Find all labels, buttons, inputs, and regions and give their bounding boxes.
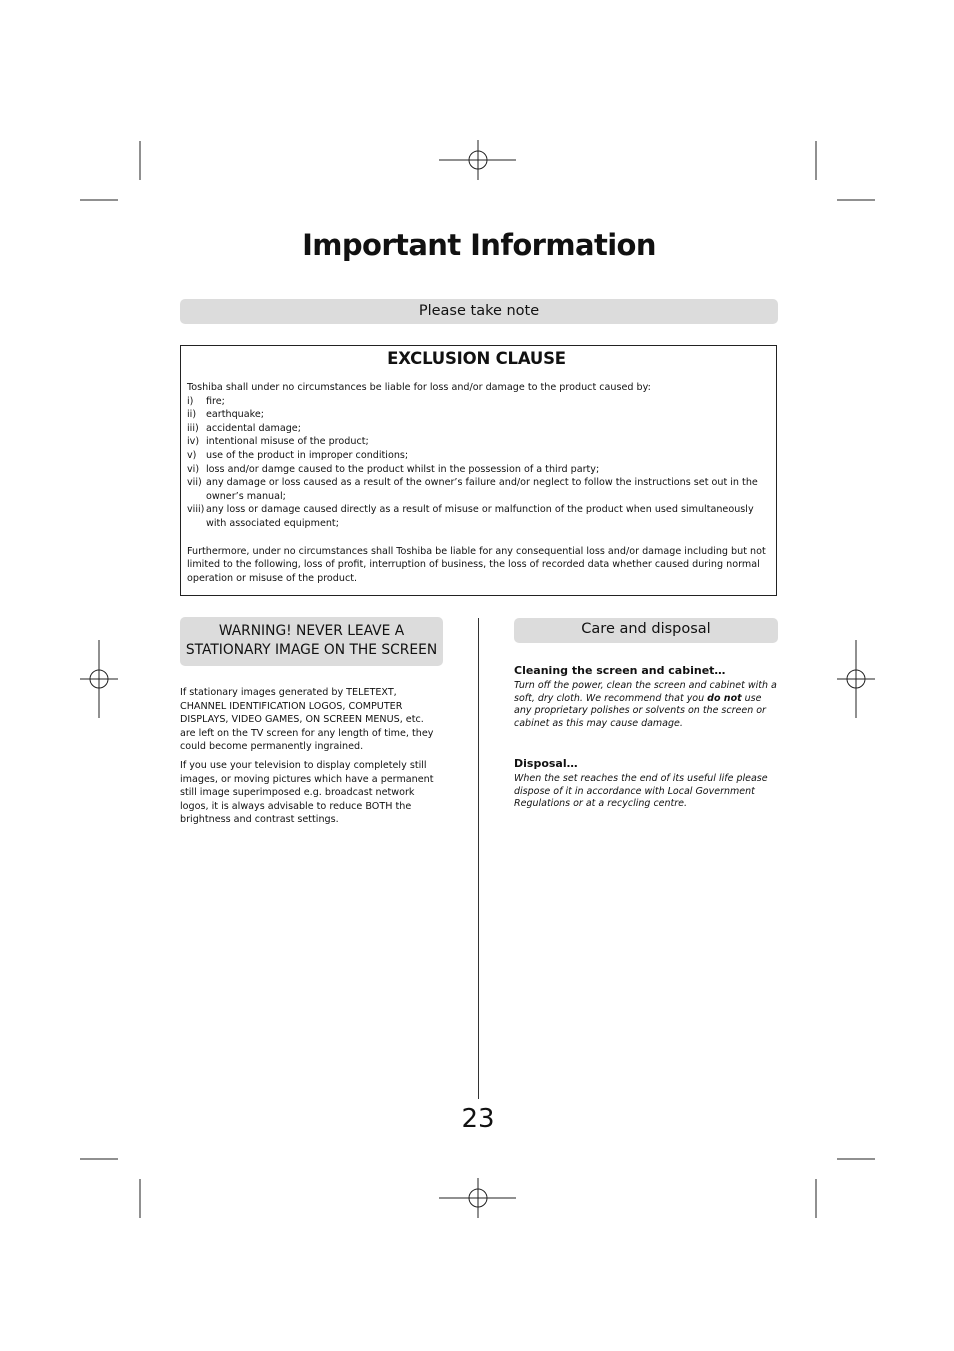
registration-target-right	[837, 640, 875, 718]
exclusion-item-text: accidental damage;	[206, 422, 301, 434]
cleaning-heading: Cleaning the screen and cabinet…	[514, 664, 726, 677]
cleaning-text	[514, 680, 778, 730]
exclusion-clause-box	[180, 345, 777, 596]
warning-heading-line-1: WARNING! NEVER LEAVE A	[218, 623, 405, 639]
exclusion-intro: Toshiba shall under no circumstances be liable for loss and/or damage to the product caused by:	[187, 382, 651, 393]
exclusion-item	[187, 435, 766, 449]
cleaning-section	[514, 664, 778, 730]
registration-target-left	[80, 640, 118, 718]
exclusion-item-number: vi)	[187, 463, 200, 475]
exclusion-item-number: i)	[187, 395, 194, 407]
exclusion-item-number: iii)	[187, 422, 199, 434]
column-divider	[478, 618, 479, 1099]
exclusion-item-number: iv)	[187, 436, 200, 448]
please-take-note-bar: Please take note	[180, 299, 778, 324]
warning-paragraph-1: If stationary images generated by TELETEXT, CHANNEL IDENTIFICATION LOGOS, COMPUTER DISPLAYS, VIDEO GAMES, ON SCREEN MENUS, etc. are left on the TV screen for any length of time, they could become permanently ingrained.	[180, 687, 434, 753]
crop-mark-bottom-right	[816, 1159, 875, 1218]
warning-paragraph-2: If you use your television to display completely still images, or moving pictures which have a permanent still image superimposed e.g. broadcast network logos, it is always advisable to reduce BOTH the brightness and contrast settings.	[180, 759, 434, 826]
exclusion-clause-heading: EXCLUSION CLAUSE	[387, 349, 566, 368]
exclusion-item-number: viii)	[187, 504, 205, 516]
care-and-disposal-bar: Care and disposal	[514, 618, 778, 643]
exclusion-item	[187, 395, 766, 409]
exclusion-item	[187, 476, 766, 503]
warning-heading-line-2: STATIONARY IMAGE ON THE SCREEN	[185, 642, 438, 658]
crop-mark-bottom-left	[80, 1159, 140, 1218]
exclusion-item-text: intentional misuse of the product;	[206, 436, 369, 448]
disposal-text: When the set reaches the end of its useful life please dispose of it in accordance with Local Government Regulations or at a recycling centre.	[514, 773, 768, 809]
exclusion-item	[187, 463, 766, 477]
page-title: Important Information	[302, 228, 656, 262]
exclusion-item-text: use of the product in improper conditions;	[206, 449, 409, 461]
exclusion-item	[187, 408, 766, 422]
exclusion-list	[187, 395, 766, 531]
cleaning-text-emphasis: do not	[707, 692, 742, 704]
exclusion-item-number: v)	[187, 449, 197, 461]
crop-mark-top-left	[80, 141, 140, 200]
exclusion-item-number: ii)	[187, 409, 197, 421]
exclusion-item	[187, 422, 766, 436]
exclusion-item-text: any loss or damage caused directly as a result of misuse or malfunction of the product when used simultaneously with associated equipment;	[206, 504, 754, 529]
exclusion-item	[187, 503, 766, 530]
cleaning-text-start: Turn off the power, clean the screen and cabinet with a soft, dry cloth. We recommend that you	[514, 680, 777, 704]
warning-heading-bar	[180, 617, 443, 666]
exclusion-item-text: earthquake;	[206, 409, 264, 421]
exclusion-item-text: loss and/or damge caused to the product whilst in the possession of a third party;	[206, 463, 600, 475]
registration-target-top	[439, 140, 516, 180]
cleaning-text-end: use any proprietary polishes or solvents on the screen or cabinet as this may cause damage.	[514, 692, 766, 729]
disposal-heading: Disposal…	[514, 757, 578, 770]
warning-text	[180, 686, 442, 832]
page-number: 23	[461, 1104, 495, 1134]
exclusion-item-text: fire;	[206, 395, 225, 407]
exclusion-item	[187, 449, 766, 463]
registration-target-bottom	[439, 1178, 516, 1218]
exclusion-furthermore: Furthermore, under no circumstances shall Toshiba be liable for any consequential loss and/or damage including but not limited to the following, loss of profit, interruption of business, the loss of recorded data whether caused during normal operation or misuse of the product.	[187, 545, 766, 584]
exclusion-item-text: any damage or loss caused as a result of the owner’s failure and/or neglect to follow the instructions set out in the owner’s manual;	[206, 477, 758, 502]
crop-mark-top-right	[816, 141, 875, 200]
exclusion-item-number: vii)	[187, 477, 202, 489]
disposal-section	[514, 757, 778, 811]
